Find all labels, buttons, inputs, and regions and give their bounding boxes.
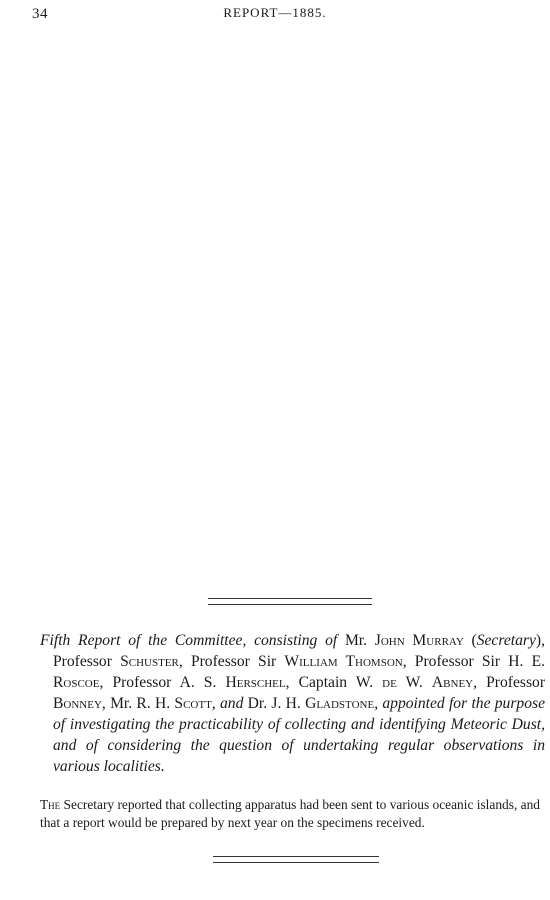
title-text: , xyxy=(211,695,220,712)
page-number: 34 xyxy=(32,6,48,22)
title-text: ), Professor xyxy=(53,632,545,670)
member-name-particle: de xyxy=(382,674,397,691)
body-lead-word: The xyxy=(40,797,61,812)
member-name: Roscoe xyxy=(53,674,100,691)
title-purpose: , appointed for the purpose of investigating the practicability of collecting and identifying Meteoric Dust, and of considering the question of undertaking regular observations in various localities. xyxy=(53,695,545,775)
title-text: , Mr. R. H. xyxy=(101,695,175,712)
report-title xyxy=(40,630,545,777)
title-text: ( xyxy=(463,632,477,649)
title-text: , Professor xyxy=(473,674,546,691)
title-text: Dr. J. H. xyxy=(243,695,306,712)
member-name: John Murray xyxy=(374,632,464,649)
member-name: William Thomson xyxy=(284,653,403,670)
title-text: , Professor Sir xyxy=(178,653,285,670)
title-text: , Professor Sir H. E. xyxy=(402,653,545,670)
body-paragraph xyxy=(40,796,540,831)
title-text: , Professor A. S. xyxy=(99,674,226,691)
report-title-paragraph xyxy=(40,630,545,777)
role-label: Secretary xyxy=(476,632,536,649)
member-name: Bonney xyxy=(53,695,102,712)
running-head: REPORT—1885. xyxy=(223,5,327,20)
conjunction: and xyxy=(220,695,244,712)
title-text: , Captain W. xyxy=(285,674,383,691)
member-name: Schuster xyxy=(120,653,179,670)
section-divider-top xyxy=(208,598,372,605)
member-name: Gladstone xyxy=(305,695,375,712)
title-text: W. xyxy=(396,674,432,691)
section-divider-bottom xyxy=(213,856,379,863)
title-lead: Fifth Report of the Committee, consisting of xyxy=(40,632,338,649)
body-text: Secretary reported that collecting apparatus had been sent to various oceanic islands, and that a report would be prepared by next year on the specimens received. xyxy=(40,797,540,830)
member-name: Herschel xyxy=(225,674,286,691)
member-name: Abney xyxy=(431,674,474,691)
member-name: Scott xyxy=(174,695,212,712)
title-text: Mr. xyxy=(337,632,375,649)
